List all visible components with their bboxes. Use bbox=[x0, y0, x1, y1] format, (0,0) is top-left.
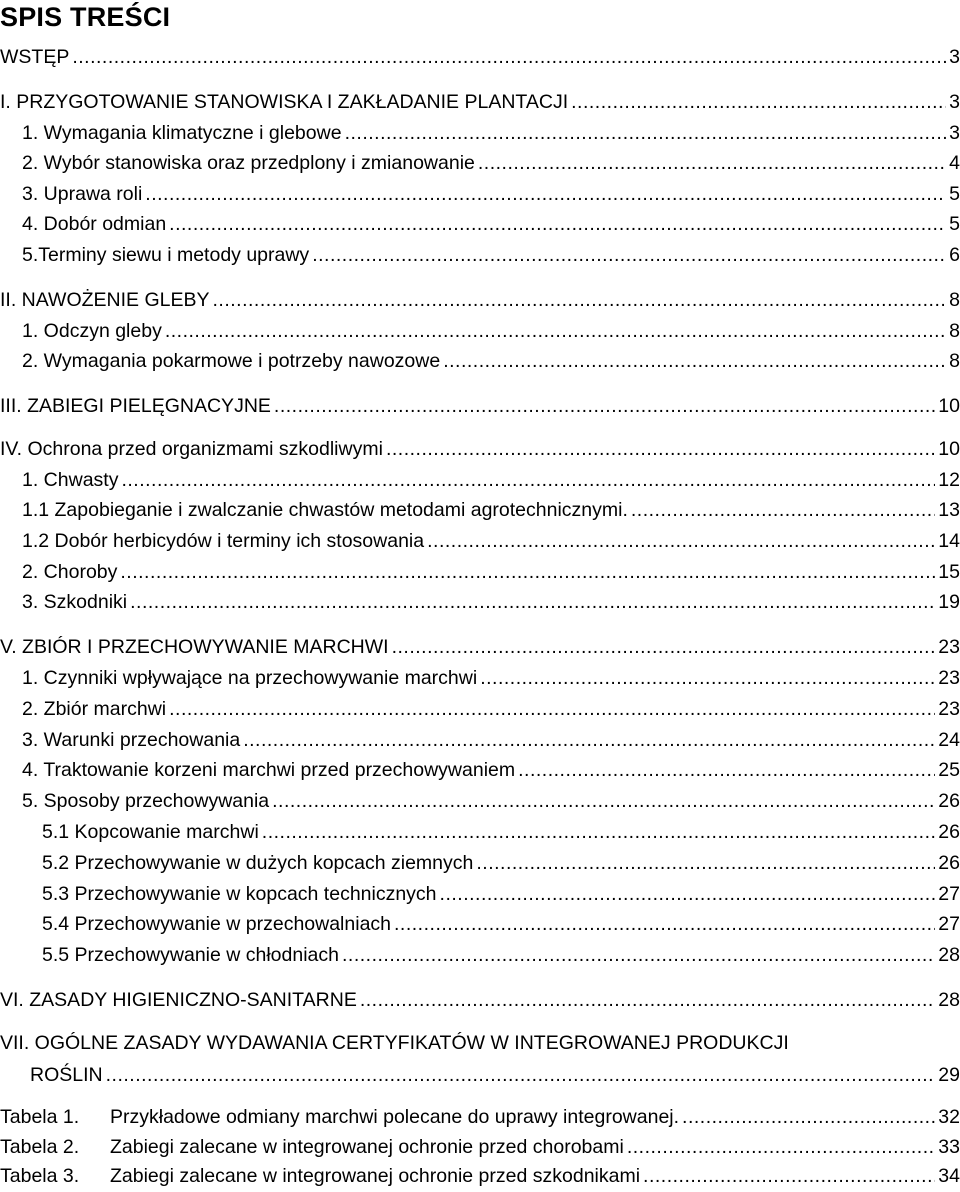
table-entry[interactable] bbox=[0, 1163, 960, 1189]
toc-entry-page: 24 bbox=[938, 729, 960, 751]
dot-leader bbox=[121, 467, 935, 493]
dot-leader bbox=[243, 727, 935, 753]
toc-entry-page: 3 bbox=[949, 122, 960, 144]
table-number: Tabela 2. bbox=[0, 1136, 80, 1158]
toc-entry[interactable] bbox=[0, 287, 960, 313]
dot-leader bbox=[394, 911, 935, 937]
toc-entry-label: 5.1 Kopcowanie marchwi bbox=[42, 821, 259, 843]
dot-leader bbox=[427, 528, 935, 554]
toc-entry-page: 3 bbox=[949, 91, 960, 113]
toc-entry[interactable] bbox=[42, 881, 960, 907]
toc-entry-page: 27 bbox=[938, 913, 960, 935]
dot-leader bbox=[274, 393, 935, 419]
toc-entry-page: 25 bbox=[938, 759, 960, 781]
toc-entry-label: II. NAWOŻENIE GLEBY bbox=[0, 289, 210, 311]
toc-entry-label: 4. Dobór odmian bbox=[22, 213, 167, 235]
toc-entry-label: IV. Ochrona przed organizmami szkodliwymi bbox=[0, 438, 383, 460]
toc-entry-page: 8 bbox=[949, 289, 960, 311]
toc-entry-label: 1. Wymagania klimatyczne i glebowe bbox=[22, 122, 342, 144]
toc-entry-label: 5.5 Przechowywanie w chłodniach bbox=[42, 944, 339, 966]
toc-entry-page: 5 bbox=[949, 213, 960, 235]
toc-entry[interactable] bbox=[42, 911, 960, 937]
dot-leader bbox=[480, 665, 935, 691]
toc-entry-label: 4. Traktowanie korzeni marchwi przed przechowywaniem bbox=[22, 759, 516, 781]
toc-entry-label: 1. Czynniki wpływające na przechowywanie marchwi bbox=[22, 667, 478, 689]
toc-entry-page: 10 bbox=[938, 395, 960, 417]
dot-leader bbox=[130, 589, 935, 615]
toc-entry[interactable] bbox=[22, 181, 960, 207]
toc-entry-label: 3. Uprawa roli bbox=[22, 183, 143, 205]
toc-entry-page: 15 bbox=[938, 561, 960, 583]
toc-entry[interactable] bbox=[22, 528, 960, 554]
toc-entry-page: 8 bbox=[949, 350, 960, 372]
dot-leader bbox=[440, 881, 936, 907]
toc-entry[interactable] bbox=[0, 634, 960, 660]
table-number: Tabela 3. bbox=[0, 1165, 80, 1187]
toc-entry-label: 5.3 Przechowywanie w kopcach technicznych bbox=[42, 883, 437, 905]
toc-entry-label: 1. Chwasty bbox=[22, 469, 119, 491]
dot-leader bbox=[345, 120, 947, 146]
toc-entry-label: 3. Warunki przechowania bbox=[22, 729, 241, 751]
dot-leader bbox=[443, 348, 946, 374]
dot-leader bbox=[72, 44, 946, 70]
toc-entry-label: 5.Terminy siewu i metody uprawy bbox=[22, 244, 310, 266]
dot-leader bbox=[165, 318, 946, 344]
toc-entry-page: 12 bbox=[938, 469, 960, 491]
dot-leader bbox=[476, 850, 935, 876]
table-entry-label: Przykładowe odmiany marchwi polecane do uprawy integrowanej. bbox=[110, 1106, 680, 1128]
toc-entry-label: V. ZBIÓR I PRZECHOWYWANIE MARCHWI bbox=[0, 636, 389, 658]
toc-entry-label: 1. Odczyn gleby bbox=[22, 320, 162, 342]
toc-entry[interactable] bbox=[0, 987, 960, 1013]
toc-entry-page: 5 bbox=[949, 183, 960, 205]
toc-entry[interactable] bbox=[0, 393, 960, 419]
toc-entry-page: 19 bbox=[938, 591, 960, 613]
table-entry[interactable] bbox=[0, 1104, 960, 1130]
table-entry-page: 32 bbox=[938, 1106, 960, 1128]
toc-entry[interactable] bbox=[42, 850, 960, 876]
toc-entry[interactable] bbox=[0, 436, 960, 462]
toc-entry-page: 26 bbox=[938, 790, 960, 812]
toc-entry-label: 2. Wymagania pokarmowe i potrzeby nawozowe bbox=[22, 350, 441, 372]
toc-entry[interactable] bbox=[22, 318, 960, 344]
table-number: Tabela 1. bbox=[0, 1106, 80, 1128]
toc-entry[interactable] bbox=[22, 559, 960, 585]
dot-leader bbox=[571, 89, 946, 115]
toc-entry-label: 1.2 Dobór herbicydów i terminy ich stosowania bbox=[22, 530, 425, 552]
toc-entry-label: 2. Choroby bbox=[22, 561, 118, 583]
toc-entry-page: 14 bbox=[938, 530, 960, 552]
dot-leader bbox=[120, 559, 935, 585]
toc-entry-label-line2: ROŚLIN bbox=[30, 1064, 103, 1086]
table-entry-label: Zabiegi zalecane w integrowanej ochronie przed szkodnikami bbox=[110, 1165, 641, 1187]
table-entry-page: 34 bbox=[938, 1165, 960, 1187]
toc-entry[interactable] bbox=[22, 120, 960, 146]
toc-entry[interactable] bbox=[22, 696, 960, 722]
toc-entry[interactable] bbox=[42, 942, 960, 968]
table-entry[interactable] bbox=[0, 1134, 960, 1160]
toc-entry[interactable] bbox=[42, 819, 960, 845]
toc-entry[interactable] bbox=[0, 44, 960, 70]
dot-leader bbox=[392, 634, 936, 660]
toc-entry[interactable] bbox=[0, 89, 960, 115]
dot-leader bbox=[262, 819, 936, 845]
toc-entry-label: 5. Sposoby przechowywania bbox=[22, 790, 270, 812]
table-entry-label: Zabiegi zalecane w integrowanej ochronie przed chorobami bbox=[110, 1136, 624, 1158]
toc-entry-page: 27 bbox=[938, 883, 960, 905]
toc-entry[interactable] bbox=[22, 150, 960, 176]
toc-entry[interactable] bbox=[22, 242, 960, 268]
toc-entry-label: III. ZABIEGI PIELĘGNACYJNE bbox=[0, 395, 271, 417]
toc-entry-label: WSTĘP bbox=[0, 46, 70, 68]
toc-entry-label: 2. Wybór stanowiska oraz przedplony i zmianowanie bbox=[22, 152, 475, 174]
dot-leader bbox=[627, 1134, 935, 1160]
toc-entry-page: 26 bbox=[938, 852, 960, 874]
toc-entry-page: 6 bbox=[949, 244, 960, 266]
toc-entry-label: 1.1 Zapobieganie i zwalczanie chwastów metodami agrotechnicznymi. bbox=[22, 499, 628, 521]
toc-entry[interactable] bbox=[22, 665, 960, 691]
toc-entry-page: 23 bbox=[938, 636, 960, 658]
dot-leader bbox=[169, 696, 935, 722]
toc-entry-page: 23 bbox=[938, 667, 960, 689]
dot-leader bbox=[386, 436, 935, 462]
toc-entry-page: 3 bbox=[949, 46, 960, 68]
toc-entry-label: I. PRZYGOTOWANIE STANOWISKA I ZAKŁADANIE PLANTACJI bbox=[0, 91, 569, 113]
page-title: SPIS TREŚCI bbox=[0, 2, 171, 32]
toc-entry-label: 5.2 Przechowywanie w dużych kopcach ziemnych bbox=[42, 852, 474, 874]
toc-entry-label-line1[interactable]: VII. OGÓLNE ZASADY WYDAWANIA CERTYFIKATÓW W INTEGROWANEJ PRODUKCJI bbox=[0, 1032, 789, 1054]
toc-entry[interactable] bbox=[22, 589, 960, 615]
toc-entry[interactable] bbox=[22, 788, 960, 814]
table-entry-page: 33 bbox=[938, 1136, 960, 1158]
dot-leader bbox=[360, 987, 935, 1013]
toc-entry-page: 28 bbox=[938, 989, 960, 1011]
dot-leader bbox=[682, 1104, 935, 1130]
toc-entry-page: 13 bbox=[938, 499, 960, 521]
toc-entry[interactable] bbox=[30, 1062, 960, 1088]
toc-entry[interactable] bbox=[22, 757, 960, 783]
toc-entry-label: VI. ZASADY HIGIENICZNO-SANITARNE bbox=[0, 989, 357, 1011]
toc-entry[interactable] bbox=[22, 727, 960, 753]
toc-entry-page: 8 bbox=[949, 320, 960, 342]
dot-leader bbox=[106, 1062, 936, 1088]
toc-entry-page: 28 bbox=[938, 944, 960, 966]
dot-leader bbox=[342, 942, 935, 968]
dot-leader bbox=[145, 181, 946, 207]
toc-entry-label: 5.4 Przechowywanie w przechowalniach bbox=[42, 913, 392, 935]
dot-leader bbox=[212, 287, 946, 313]
toc-entry[interactable] bbox=[22, 467, 960, 493]
toc-entry-label: 2. Zbiór marchwi bbox=[22, 698, 167, 720]
dot-leader bbox=[169, 211, 946, 237]
toc-entry-page: 23 bbox=[938, 698, 960, 720]
dot-leader bbox=[272, 788, 935, 814]
toc-entry-page: 4 bbox=[949, 152, 960, 174]
toc-entry[interactable] bbox=[22, 348, 960, 374]
dot-leader bbox=[312, 242, 946, 268]
dot-leader bbox=[518, 757, 935, 783]
dot-leader bbox=[478, 150, 946, 176]
toc-entry[interactable] bbox=[22, 497, 960, 523]
toc-entry[interactable] bbox=[22, 211, 960, 237]
toc-entry-page: 29 bbox=[938, 1064, 960, 1086]
toc-entry-label: 3. Szkodniki bbox=[22, 591, 128, 613]
dot-leader bbox=[631, 497, 935, 523]
toc-entry-page: 26 bbox=[938, 821, 960, 843]
toc-entry-page: 10 bbox=[938, 438, 960, 460]
dot-leader bbox=[643, 1163, 935, 1189]
